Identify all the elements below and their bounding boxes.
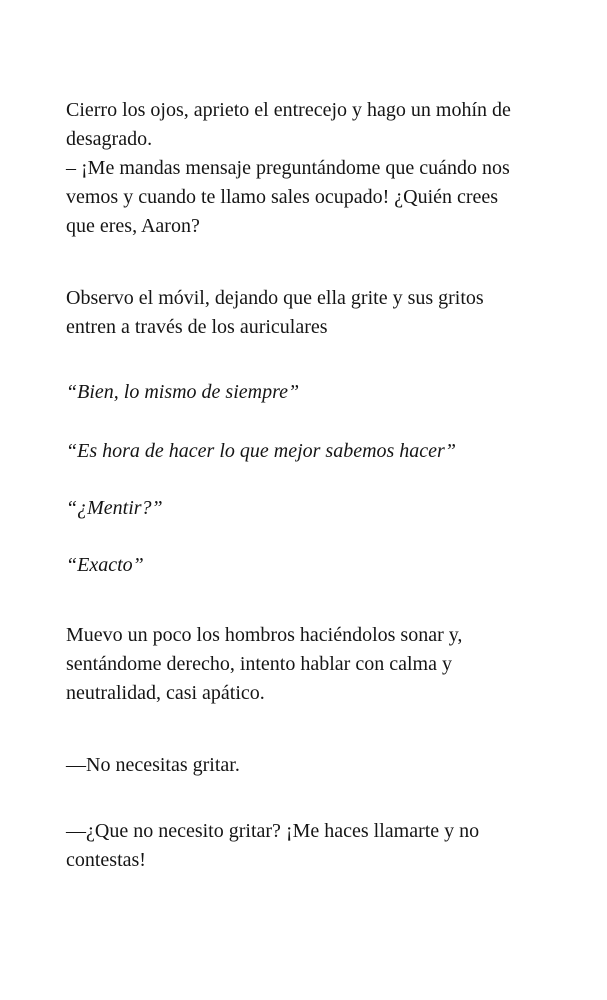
inner-thought-hora: “Es hora de hacer lo que mejor sabemos hacer”	[66, 440, 456, 462]
inner-thought-bien: “Bien, lo mismo de siempre”	[66, 381, 300, 403]
dialogue-no-necesitas: —No necesitas gritar.	[66, 754, 240, 776]
text-line: sentándome derecho, intento hablar con calma y	[66, 653, 452, 675]
dialogue-line: —¿Que no necesito gritar? ¡Me haces llamarte y no	[66, 820, 480, 842]
text-line: Observo el móvil, dejando que ella grite y sus gritos	[66, 287, 484, 309]
text-line: vemos y cuando te llamo sales ocupado! ¿Quién crees	[66, 186, 499, 208]
inner-thought-mentir: “¿Mentir?”	[66, 497, 163, 519]
text-line: desagrado.	[66, 128, 153, 150]
text-line: Muevo un poco los hombros haciéndolos sonar y,	[66, 624, 463, 646]
dialogue-line: – ¡Me mandas mensaje preguntándome que cuándo nos	[66, 157, 510, 179]
text-line: que eres, Aaron?	[66, 215, 200, 237]
text-line: entren a través de los auriculares	[66, 316, 328, 338]
inner-thought-exacto: “Exacto”	[66, 554, 144, 576]
text-line: neutralidad, casi apático.	[66, 682, 265, 704]
text-line: Cierro los ojos, aprieto el entrecejo y hago un mohín de	[66, 99, 511, 121]
dialogue-line: contestas!	[66, 849, 146, 871]
